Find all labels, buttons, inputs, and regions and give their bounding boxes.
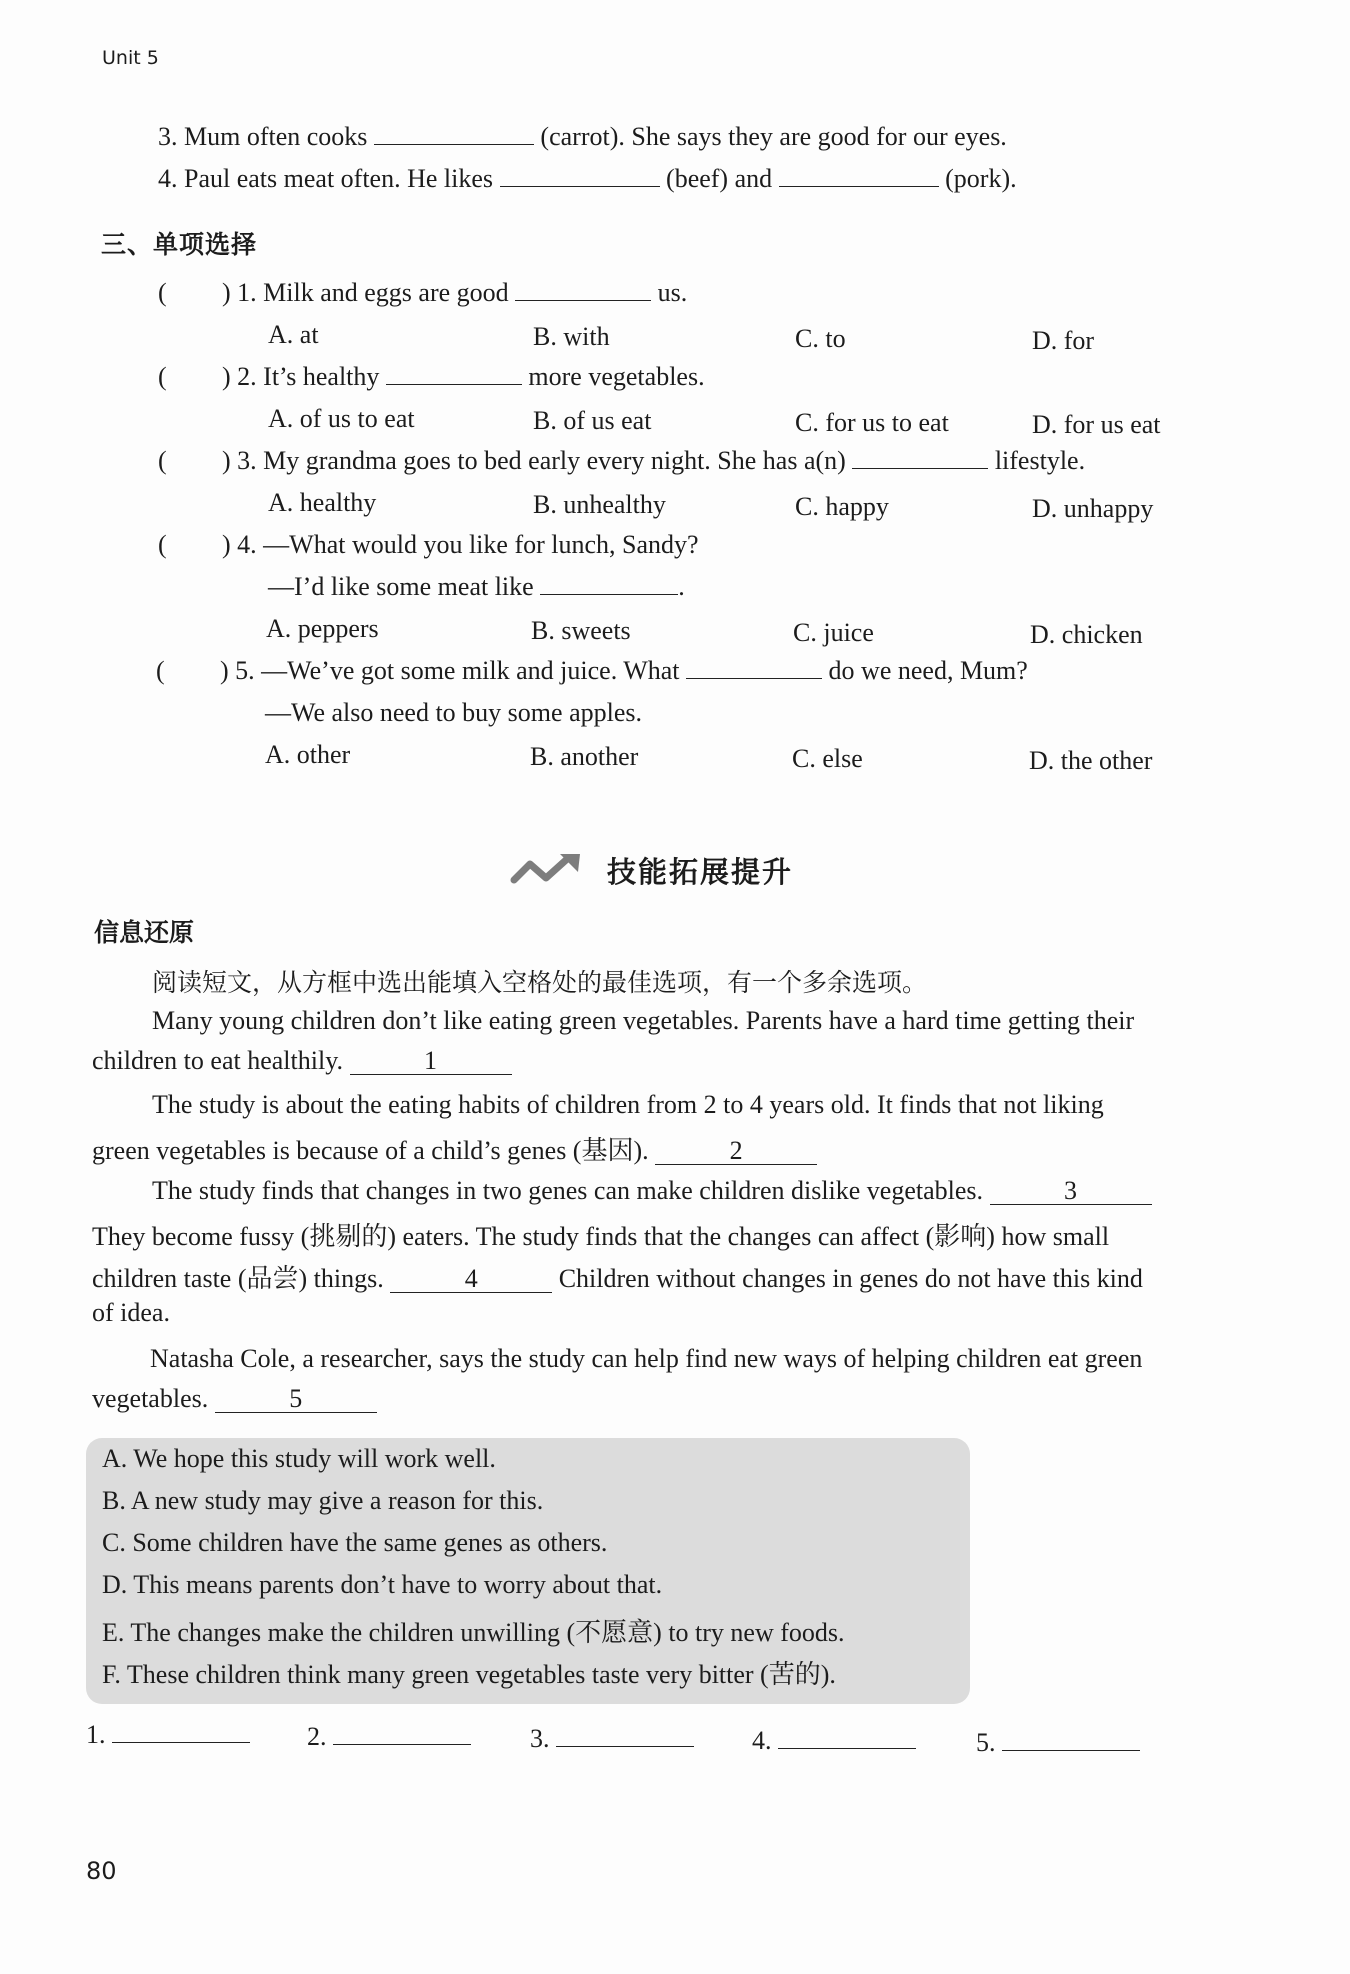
passage-blank-4[interactable]: 4 [390, 1266, 552, 1293]
section-title: 三、单项选择 [101, 230, 258, 259]
passage-line: The study is about the eating habits of children from 2 to 4 years old. It finds that not liking [152, 1090, 1104, 1119]
question-text: ) 3. My grandma goes to bed early every night. She has a(n) [222, 446, 846, 475]
question-text: do we need, Mum? [828, 656, 1028, 685]
option-d[interactable]: D. the other [1029, 746, 1153, 775]
passage-line: Many young children don’t like eating green vegetables. Parents have a hard time getting their [152, 1006, 1135, 1035]
section-title: 技能拓展提升 [607, 855, 794, 889]
question-text: lifestyle. [994, 446, 1086, 475]
option-b[interactable]: B. another [530, 742, 639, 771]
option-a[interactable]: A. other [265, 740, 351, 769]
fill-in-item-3 [158, 122, 1007, 152]
instructions: 阅读短文，从方框中选出能填入空格处的最佳选项，有一个多余选项。 [152, 968, 928, 997]
answer-blank[interactable] [500, 164, 660, 187]
passage-text: vegetables. [92, 1384, 209, 1413]
answer-number: 1. [86, 1720, 106, 1749]
question-text: ) 5. —We’ve got some milk and juice. What [220, 656, 680, 685]
passage-text: children taste (品尝) things. [92, 1264, 384, 1293]
trend-arrow-icon [510, 852, 584, 886]
box-option-d: D. This means parents don’t have to worry about that. [102, 1570, 663, 1599]
answer-paren[interactable]: ( [156, 656, 165, 685]
passage-blank-2[interactable]: 2 [655, 1138, 817, 1165]
passage-text: Children without changes in genes do not have this kind [558, 1264, 1143, 1293]
question-5 [220, 656, 1028, 686]
question-text: ) 2. It’s healthy [222, 362, 380, 391]
fill-in-item-4 [158, 164, 1017, 194]
answer-blank[interactable] [556, 1724, 694, 1747]
passage-line [92, 1130, 817, 1167]
option-c[interactable]: C. happy [795, 492, 889, 521]
answer-blank[interactable] [112, 1720, 250, 1743]
item-text: (carrot). She says they are good for our eyes. [540, 122, 1007, 151]
item-number: 3. [158, 122, 178, 151]
question-5-reply: —We also need to buy some apples. [265, 698, 642, 727]
passage-blank-1[interactable]: 1 [350, 1048, 512, 1075]
answer-blank[interactable] [778, 1726, 916, 1749]
passage-text: green vegetables is because of a child’s genes (基因). [92, 1136, 649, 1165]
box-option-e: E. The changes make the children unwilling (不愿意) to try new foods. [102, 1618, 845, 1647]
answer-blank [515, 278, 651, 301]
item-number: 4. [158, 164, 178, 193]
unit-label: Unit 5 [102, 47, 159, 69]
answer-blank [686, 656, 822, 679]
answer-number: 2. [307, 1722, 327, 1751]
option-b[interactable]: B. sweets [531, 616, 631, 645]
answer-paren[interactable]: ( [158, 362, 167, 391]
question-text: ) 4. —What would you like for lunch, Sandy? [222, 530, 699, 559]
option-a[interactable]: A. at [268, 320, 319, 349]
passage-text: The study finds that changes in two genes can make children dislike vegetables. [152, 1176, 984, 1205]
passage-blank-3[interactable]: 3 [990, 1178, 1152, 1205]
answer-number: 5. [976, 1728, 996, 1757]
answer-blank [386, 362, 522, 385]
option-d[interactable]: D. unhappy [1032, 494, 1154, 523]
option-d[interactable]: D. for [1032, 326, 1095, 355]
answer-line-2 [307, 1722, 471, 1752]
option-a[interactable]: A. peppers [266, 614, 379, 643]
passage-text: children to eat healthily. [92, 1046, 343, 1075]
item-text: Mum often cooks [184, 122, 368, 151]
item-text: Paul eats meat often. He likes [184, 164, 494, 193]
question-3 [222, 446, 1085, 476]
answer-paren[interactable]: ( [158, 278, 167, 307]
page-number: 80 [86, 1857, 117, 1885]
passage-line: Natasha Cole, a researcher, says the study can help find new ways of helping children eat green [150, 1344, 1143, 1373]
section-title: 信息还原 [94, 918, 195, 947]
option-b[interactable]: B. of us eat [533, 406, 652, 435]
question-2 [222, 362, 705, 392]
answer-line-4 [752, 1726, 916, 1756]
answer-blank[interactable] [779, 164, 939, 187]
option-b[interactable]: B. with [533, 322, 610, 351]
answer-blank [852, 446, 988, 469]
question-4 [222, 530, 699, 560]
answer-line-1 [86, 1720, 250, 1750]
answer-blank[interactable] [374, 122, 534, 145]
box-option-a: A. We hope this study will work well. [102, 1444, 496, 1473]
question-text: ) 1. Milk and eggs are good [222, 278, 509, 307]
passage-line [152, 1176, 1152, 1206]
answer-blank[interactable] [1002, 1728, 1140, 1751]
question-text: us. [657, 278, 688, 307]
passage-line: of idea. [92, 1298, 170, 1327]
passage-line [92, 1384, 377, 1414]
answer-paren[interactable]: ( [158, 446, 167, 475]
option-c[interactable]: C. to [795, 324, 846, 353]
question-text: —I’d like some meat like [268, 572, 534, 601]
option-c[interactable]: C. juice [793, 618, 874, 647]
option-c[interactable]: C. else [792, 744, 863, 773]
question-text: . [678, 572, 685, 601]
answer-line-3 [530, 1724, 694, 1754]
box-option-f: F. These children think many green vegetables taste very bitter (苦的). [102, 1660, 836, 1689]
option-a[interactable]: A. of us to eat [268, 404, 415, 433]
question-4-reply [268, 572, 685, 602]
answer-paren[interactable]: ( [158, 530, 167, 559]
answer-number: 3. [530, 1724, 550, 1753]
box-option-b: B. A new study may give a reason for this. [102, 1486, 544, 1515]
passage-blank-5[interactable]: 5 [215, 1386, 377, 1413]
option-d[interactable]: D. for us eat [1032, 410, 1161, 439]
passage-line: They become fussy (挑剔的) eaters. The study finds that the changes can affect (影响) how small [92, 1222, 1110, 1251]
passage-line [92, 1258, 1143, 1295]
question-text: more vegetables. [528, 362, 705, 391]
option-b[interactable]: B. unhealthy [533, 490, 666, 519]
answer-line-5 [976, 1728, 1140, 1758]
answer-blank [540, 572, 678, 595]
box-option-c: C. Some children have the same genes as others. [102, 1528, 608, 1557]
answer-number: 4. [752, 1726, 772, 1755]
item-text: (pork). [945, 164, 1017, 193]
passage-line [92, 1046, 512, 1076]
option-a[interactable]: A. healthy [268, 488, 377, 517]
option-d[interactable]: D. chicken [1030, 620, 1143, 649]
question-1 [222, 278, 687, 308]
item-text: (beef) and [666, 164, 773, 193]
answer-blank[interactable] [333, 1722, 471, 1745]
option-c[interactable]: C. for us to eat [795, 408, 949, 437]
